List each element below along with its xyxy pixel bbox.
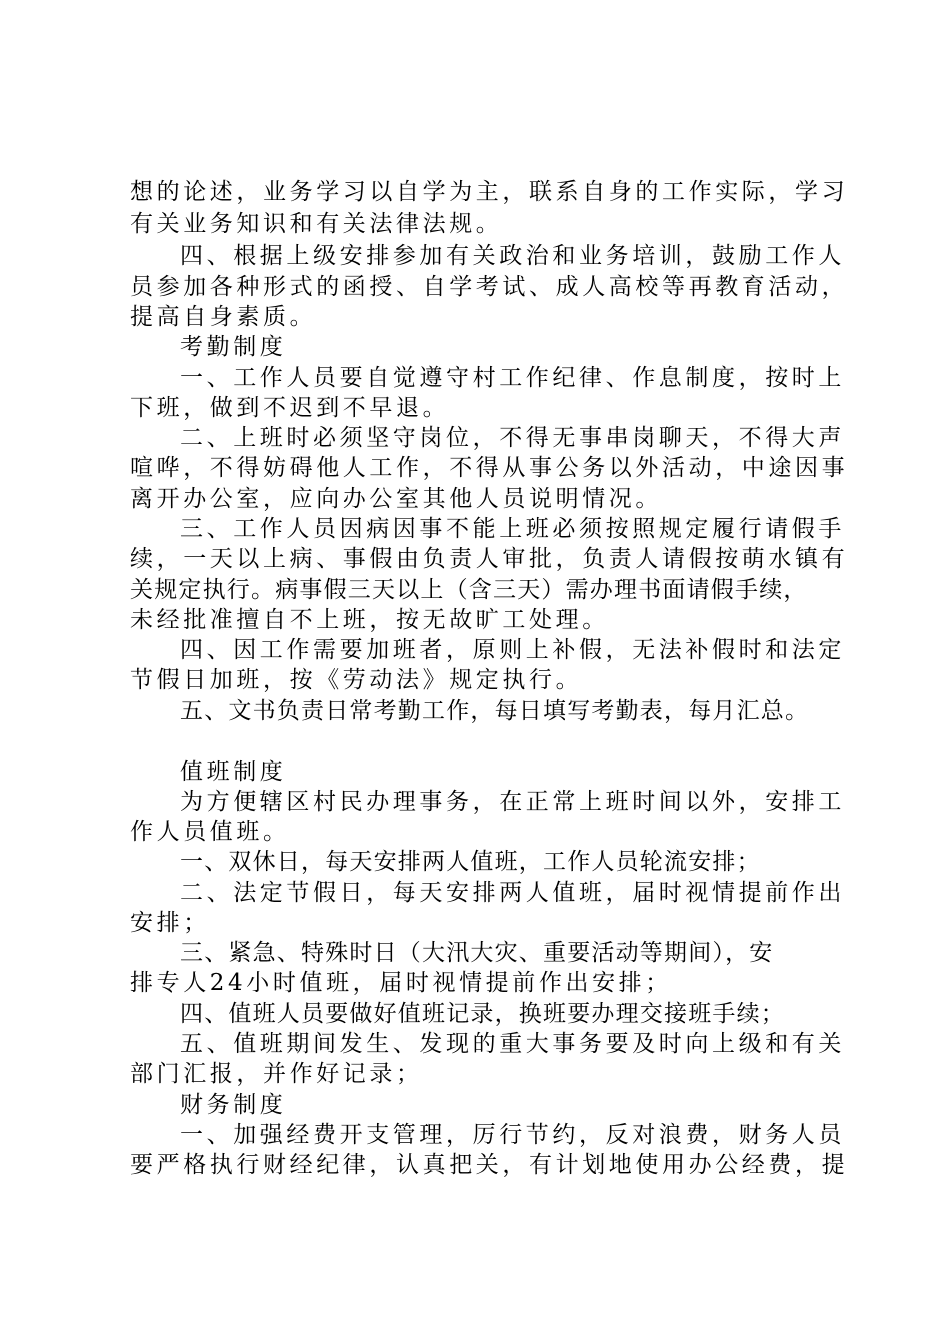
text-line: 排专人24小时值班，届时视情提前作出安排； (130, 970, 672, 996)
text-line: 员参加各种形式的函授、自学考试、成人高校等再教育活动， (130, 274, 849, 300)
text-line: 四、根据上级安排参加有关政治和业务培训，鼓励工作人 (180, 243, 845, 269)
text-line: 一、工作人员要自觉遵守村工作纪律、作息制度，按时上 (180, 365, 845, 391)
text-line: 下班，做到不迟到不早退。 (130, 395, 450, 421)
text-line: 有关业务知识和有关法律法规。 (130, 211, 503, 237)
text-line: 要严格执行财经纪律，认真把关，有计划地使用办公经费，提 (130, 1152, 849, 1178)
text-line: 二、上班时必须坚守岗位，不得无事串岗聊天，不得大声 (180, 425, 845, 451)
text-line: 四、因工作需要加班者，原则上补假，无法补假时和法定 (180, 637, 845, 663)
text-line: 提高自身素质。 (130, 304, 317, 330)
section-heading: 财务制度 (180, 1092, 287, 1118)
text-line: 关规定执行。病事假三天以上（含三天）需办理书面请假手续， (130, 577, 808, 603)
text-line: 喧哗，不得妨碍他人工作，不得从事公务以外活动，中途因事 (130, 455, 849, 481)
text-line: 五、文书负责日常考勤工作，每日填写考勤表，每月汇总。 (180, 698, 810, 724)
text-line: 二、法定节假日，每天安排两人值班，届时视情提前作出 (180, 880, 845, 906)
text-line: 安排； (130, 910, 210, 936)
text-line: 三、工作人员因病因事不能上班必须按照规定履行请假手 (180, 516, 845, 542)
text-line: 续，一天以上病、事假由负责人审批，负责人请假按萌水镇有 (130, 546, 849, 572)
text-line: 为方便辖区村民办理事务，在正常上班时间以外，安排工 (180, 789, 845, 815)
section-heading: 考勤制度 (180, 334, 287, 360)
text-line: 一、加强经费开支管理，厉行节约，反对浪费，财务人员 (180, 1122, 845, 1148)
text-line: 离开办公室，应向办公室其他人员说明情况。 (130, 486, 662, 512)
text-line: 作人员值班。 (130, 819, 290, 845)
text-line: 想的论述，业务学习以自学为主，联系自身的工作实际，学习 (130, 179, 849, 205)
section-heading: 值班制度 (180, 759, 287, 785)
text-line: 三、紧急、特殊时日（大汛大灾、重要活动等期间），安 (180, 940, 774, 966)
text-line: 未经批准擅自不上班，按无故旷工处理。 (130, 607, 609, 633)
text-line: 一、双休日，每天安排两人值班，工作人员轮流安排； (180, 849, 761, 875)
text-line: 五、值班期间发生、发现的重大事务要及时向上级和有关 (180, 1031, 845, 1057)
text-line: 节假日加班，按《劳动法》规定执行。 (130, 667, 583, 693)
text-line: 四、值班人员要做好值班记录，换班要办理交接班手续； (180, 1001, 785, 1027)
text-line: 部门汇报，并作好记录； (130, 1061, 423, 1087)
